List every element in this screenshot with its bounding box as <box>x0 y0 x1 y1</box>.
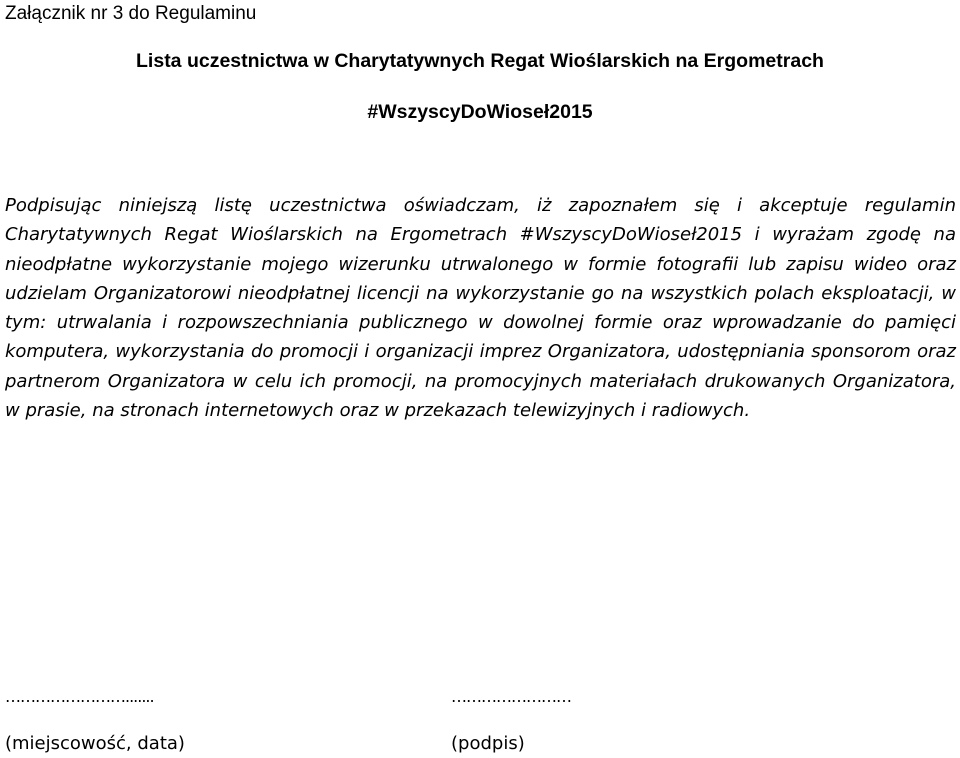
place-date-caption: (miejscowość, data) <box>5 733 185 754</box>
document-title: Lista uczestnictwa w Charytatywnych Regat Wioślarskich na Ergometrach <box>136 50 824 72</box>
signature-caption: (podpis) <box>451 733 525 754</box>
annex-label: Załącznik nr 3 do Regulaminu <box>5 3 257 24</box>
signature-line: …………………… <box>451 687 571 706</box>
place-date-line: ……………………....... <box>5 687 154 706</box>
consent-statement: Podpisując niniejszą listę uczestnictwa oświadczam, iż zapoznałem się i akceptuje regulamin Charytatywnych Regat Wioślarskich na Ergometrach #WszyscyDoWioseł2015 i wyrażam zgodę na nieodpłatne wykorzystanie mojego wizerunku utrwalonego w formie fotografii lub zapisu wideo oraz udzielam Organizatorowi nieodpłatnej licencji na wykorzystanie go na wszystkich polach eksploatacji, w tym: utrwalania i rozpowszechniania publicznego w dowolnej formie oraz wprowadzanie do pamięci komputera, wykorzystania do promocji i organizacji imprez Organizatora, udostępniania sponsorom oraz partnerom Organizatora w celu ich promocji, na promocyjnych materiałach drukowanych Organizatora, w prasie, na stronach internetowych oraz w przekazach telewizyjnych i radiowych. <box>5 195 956 422</box>
event-hashtag: #WszyscyDoWioseł2015 <box>367 101 593 123</box>
